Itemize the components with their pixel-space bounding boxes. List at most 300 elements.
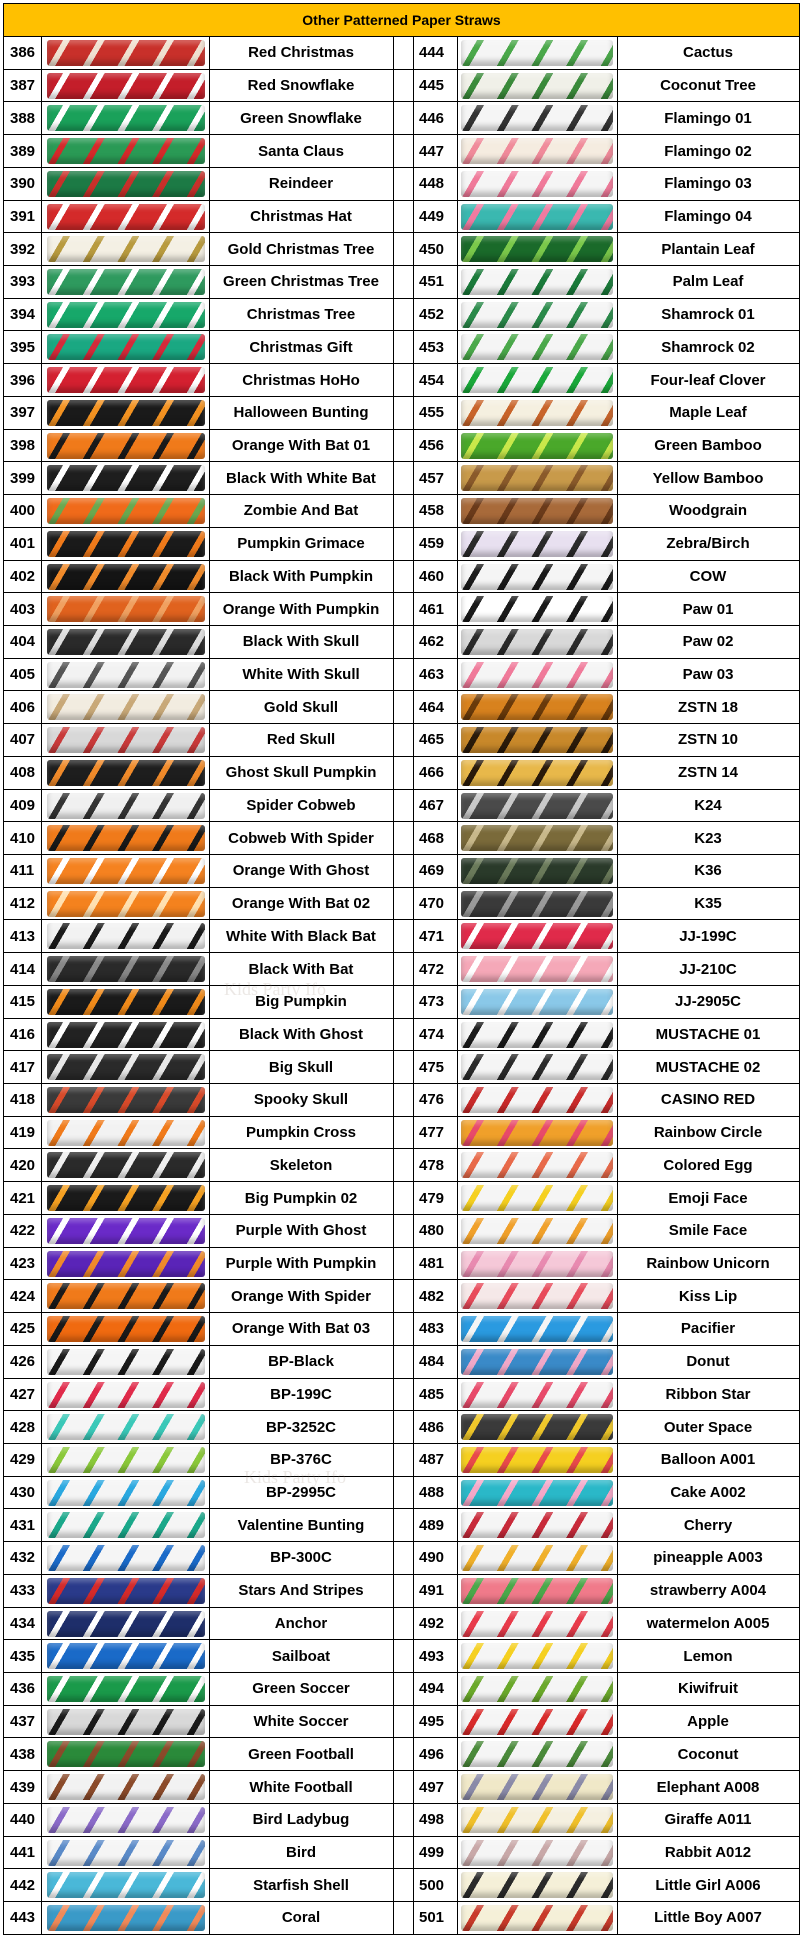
- straw-pattern-swatch: [47, 465, 205, 491]
- item-number: 408: [10, 764, 36, 782]
- straw-pattern-swatch: [47, 1480, 205, 1506]
- item-number: 397: [10, 404, 36, 422]
- item-number: 418: [10, 1091, 36, 1109]
- straw-pattern-swatch: [47, 1414, 205, 1440]
- table-row: [4, 430, 799, 463]
- straw-pattern-swatch: [461, 694, 613, 720]
- item-number: 486: [419, 1418, 445, 1436]
- item-number: 406: [10, 698, 36, 716]
- pattern-name: Christmas Tree: [246, 306, 356, 324]
- pattern-name: K24: [694, 796, 722, 814]
- item-number: 400: [10, 502, 36, 520]
- pattern-name: Red Christmas: [248, 44, 354, 62]
- pattern-name: Orange With Ghost: [232, 862, 370, 880]
- item-number: 396: [10, 371, 36, 389]
- pattern-name: Colored Egg: [663, 1156, 753, 1174]
- table-row: [4, 201, 799, 234]
- item-number: 452: [419, 306, 445, 324]
- table-row: [4, 331, 799, 364]
- straw-pattern-swatch: [461, 1872, 613, 1898]
- pattern-name: Yellow Bamboo: [652, 469, 764, 487]
- pattern-name: White Soccer: [253, 1713, 349, 1731]
- pattern-name: Black With Pumpkin: [228, 567, 374, 585]
- pattern-name: Black With Ghost: [238, 1025, 364, 1043]
- table-row: [4, 168, 799, 201]
- straw-pattern-swatch: [461, 1643, 613, 1669]
- pattern-name: Rainbow Circle: [653, 1124, 763, 1142]
- table-row: [4, 1738, 799, 1771]
- straw-pattern-swatch: [461, 334, 613, 360]
- straw-pattern-swatch: [461, 1545, 613, 1571]
- pattern-name: Skeleton: [269, 1156, 333, 1174]
- pattern-name: ZSTN 14: [677, 764, 738, 782]
- pattern-name: ZSTN 10: [677, 731, 738, 749]
- item-number: 436: [10, 1680, 36, 1698]
- item-number: 497: [419, 1778, 445, 1796]
- straw-pattern-swatch: [47, 1087, 205, 1113]
- item-number: 465: [419, 731, 445, 749]
- pattern-name: Gold Skull: [263, 698, 339, 716]
- straw-pattern-swatch: [47, 1349, 205, 1375]
- table-row: [4, 691, 799, 724]
- item-number: 485: [419, 1385, 445, 1403]
- item-number: 468: [419, 829, 445, 847]
- straw-pattern-swatch: [47, 596, 205, 622]
- item-number: 457: [419, 469, 445, 487]
- item-number: 393: [10, 273, 36, 291]
- pattern-name: BP-Black: [268, 1353, 334, 1371]
- item-number: 482: [419, 1287, 445, 1305]
- straw-pattern-swatch: [461, 1087, 613, 1113]
- item-number: 496: [419, 1745, 445, 1763]
- divider: [413, 37, 414, 1934]
- pattern-name: Anchor: [274, 1614, 328, 1632]
- table-row: [4, 1771, 799, 1804]
- straw-pattern-swatch: [47, 1807, 205, 1833]
- pattern-name: Bird Ladybug: [252, 1811, 350, 1829]
- item-number: 456: [419, 436, 445, 454]
- table-row: [4, 888, 799, 921]
- watermark: Kids Party Ifo: [224, 979, 326, 999]
- pattern-name: White With Skull: [242, 666, 360, 684]
- straw-pattern-swatch: [47, 138, 205, 164]
- straw-pattern-swatch: [461, 236, 613, 262]
- item-number: 437: [10, 1713, 36, 1731]
- pattern-name: Black With Skull: [242, 633, 360, 651]
- divider: [393, 37, 394, 1934]
- straw-pattern-swatch: [47, 1741, 205, 1767]
- pattern-name: Spooky Skull: [253, 1091, 349, 1109]
- pattern-name: BP-300C: [270, 1549, 332, 1567]
- straw-pattern-swatch: [461, 269, 613, 295]
- straw-pattern-swatch: [47, 334, 205, 360]
- straw-pattern-swatch: [461, 662, 613, 688]
- item-number: 454: [419, 371, 445, 389]
- table-row: [4, 70, 799, 103]
- straw-pattern-swatch: [461, 727, 613, 753]
- item-number: 425: [10, 1320, 36, 1338]
- item-number: 448: [419, 175, 445, 193]
- straw-pattern-swatch: [47, 1643, 205, 1669]
- straw-pattern-swatch: [461, 1709, 613, 1735]
- pattern-name: Rabbit A012: [664, 1843, 752, 1861]
- pattern-name: BP-199C: [270, 1385, 332, 1403]
- item-number: 492: [419, 1614, 445, 1632]
- straw-pattern-swatch: [47, 727, 205, 753]
- straw-pattern-swatch: [461, 1774, 613, 1800]
- pattern-name: Elephant A008: [656, 1778, 760, 1796]
- table-row: [4, 528, 799, 561]
- item-number: 460: [419, 567, 445, 585]
- straw-pattern-swatch: [461, 1349, 613, 1375]
- pattern-name: BP-3252C: [265, 1418, 337, 1436]
- straw-pattern-swatch: [461, 1414, 613, 1440]
- pattern-name: Valentine Bunting: [237, 1516, 365, 1534]
- item-number: 432: [10, 1549, 36, 1567]
- item-number: 439: [10, 1778, 36, 1796]
- straw-pattern-swatch: [47, 1545, 205, 1571]
- straw-pattern-swatch: [461, 1447, 613, 1473]
- pattern-name: Flamingo 03: [664, 175, 752, 193]
- item-number: 433: [10, 1582, 36, 1600]
- item-number: 403: [10, 600, 36, 618]
- item-number: 455: [419, 404, 445, 422]
- table-row: [4, 1346, 799, 1379]
- item-number: 500: [419, 1876, 445, 1894]
- straw-pattern-swatch: [47, 1611, 205, 1637]
- item-number: 481: [419, 1254, 445, 1272]
- pattern-name: Kiwifruit: [678, 1680, 738, 1698]
- straw-pattern-swatch: [461, 1741, 613, 1767]
- table-row: [4, 1869, 799, 1902]
- item-number: 464: [419, 698, 445, 716]
- item-number: 449: [419, 207, 445, 225]
- straw-pattern-swatch: [47, 956, 205, 982]
- item-number: 386: [10, 44, 36, 62]
- item-number: 394: [10, 306, 36, 324]
- pattern-name: Coconut: [677, 1745, 739, 1763]
- item-number: 410: [10, 829, 36, 847]
- table-row: [4, 397, 799, 430]
- pattern-name: Green Bamboo: [654, 436, 762, 454]
- straw-pattern-swatch: [461, 1185, 613, 1211]
- table-row: [4, 1182, 799, 1215]
- item-number: 414: [10, 960, 36, 978]
- item-number: 484: [419, 1353, 445, 1371]
- straw-pattern-swatch: [461, 825, 613, 851]
- pattern-name: Stars And Stripes: [238, 1582, 364, 1600]
- pattern-name: Orange With Bat 03: [231, 1320, 371, 1338]
- pattern-name: Lemon: [683, 1647, 733, 1665]
- pattern-name: BP-2995C: [265, 1484, 337, 1502]
- table-row: [4, 1673, 799, 1706]
- pattern-name: MUSTACHE 01: [655, 1025, 761, 1043]
- product-table: [3, 3, 800, 1935]
- straw-pattern-swatch: [461, 1807, 613, 1833]
- watermark: Kids Party Ifo: [244, 1467, 346, 1487]
- table-row: [4, 659, 799, 692]
- item-number: 398: [10, 436, 36, 454]
- table-title: Other Patterned Paper Straws: [4, 4, 799, 37]
- item-number: 430: [10, 1484, 36, 1502]
- pattern-name: Orange With Bat 01: [231, 436, 371, 454]
- straw-pattern-swatch: [47, 1022, 205, 1048]
- pattern-name: Green Snowflake: [240, 109, 362, 127]
- pattern-name: Purple With Pumpkin: [225, 1254, 377, 1272]
- pattern-name: Coconut Tree: [660, 77, 756, 95]
- pattern-name: Balloon A001: [660, 1451, 756, 1469]
- table-row: [4, 1411, 799, 1444]
- item-number: 458: [419, 502, 445, 520]
- pattern-name: Big Skull: [268, 1058, 334, 1076]
- straw-pattern-swatch: [47, 629, 205, 655]
- straw-pattern-swatch: [461, 1283, 613, 1309]
- pattern-name: Paw 02: [682, 633, 734, 651]
- divider: [617, 37, 618, 1934]
- pattern-name: watermelon A005: [646, 1614, 770, 1632]
- table-row: [4, 102, 799, 135]
- pattern-name: Smile Face: [668, 1222, 748, 1240]
- pattern-name: Pacifier: [680, 1320, 736, 1338]
- pattern-name: Shamrock 02: [661, 338, 755, 356]
- table-row: [4, 855, 799, 888]
- table-row: [4, 1019, 799, 1052]
- pattern-name: Orange With Bat 02: [231, 895, 371, 913]
- straw-pattern-swatch: [47, 662, 205, 688]
- table-row: [4, 593, 799, 626]
- table-row: [4, 757, 799, 790]
- table-row: [4, 1837, 799, 1870]
- table-row: [4, 462, 799, 495]
- pattern-name: Plantain Leaf: [661, 240, 755, 258]
- item-number: 401: [10, 535, 36, 553]
- item-number: 489: [419, 1516, 445, 1534]
- pattern-name: Red Snowflake: [247, 77, 355, 95]
- item-number: 443: [10, 1909, 36, 1927]
- straw-pattern-swatch: [47, 73, 205, 99]
- straw-pattern-swatch: [461, 629, 613, 655]
- table-row: [4, 790, 799, 823]
- divider: [41, 37, 42, 1934]
- straw-pattern-swatch: [461, 1218, 613, 1244]
- table-row: [4, 1313, 799, 1346]
- straw-pattern-swatch: [47, 367, 205, 393]
- pattern-name: Big Pumpkin 02: [244, 1189, 358, 1207]
- item-number: 429: [10, 1451, 36, 1469]
- table-row: [4, 37, 799, 70]
- straw-pattern-swatch: [47, 1218, 205, 1244]
- table-row: [4, 1608, 799, 1641]
- item-number: 395: [10, 338, 36, 356]
- pattern-name: K35: [694, 895, 722, 913]
- straw-pattern-swatch: [461, 1316, 613, 1342]
- straw-pattern-swatch: [47, 825, 205, 851]
- straw-pattern-swatch: [461, 564, 613, 590]
- item-number: 404: [10, 633, 36, 651]
- pattern-name: Reindeer: [268, 175, 334, 193]
- item-number: 476: [419, 1091, 445, 1109]
- item-number: 469: [419, 862, 445, 880]
- pattern-name: Orange With Pumpkin: [222, 600, 380, 618]
- straw-pattern-swatch: [47, 891, 205, 917]
- item-number: 438: [10, 1745, 36, 1763]
- table-row: [4, 1477, 799, 1510]
- pattern-name: strawberry A004: [649, 1582, 767, 1600]
- table-row: [4, 1248, 799, 1281]
- straw-pattern-swatch: [47, 1872, 205, 1898]
- table-row: [4, 1542, 799, 1575]
- pattern-name: Black With Bat: [248, 960, 354, 978]
- pattern-name: Santa Claus: [258, 142, 344, 160]
- straw-pattern-swatch: [47, 1676, 205, 1702]
- item-number: 431: [10, 1516, 36, 1534]
- table-row: [4, 724, 799, 757]
- table-row: [4, 299, 799, 332]
- item-number: 501: [419, 1909, 445, 1927]
- item-number: 480: [419, 1222, 445, 1240]
- item-number: 447: [419, 142, 445, 160]
- item-number: 388: [10, 109, 36, 127]
- straw-pattern-swatch: [47, 1709, 205, 1735]
- item-number: 451: [419, 273, 445, 291]
- straw-pattern-swatch: [47, 564, 205, 590]
- item-number: 441: [10, 1843, 36, 1861]
- straw-pattern-swatch: [47, 989, 205, 1015]
- table-row: [4, 1117, 799, 1150]
- straw-pattern-swatch: [47, 1447, 205, 1473]
- straw-pattern-swatch: [47, 1152, 205, 1178]
- straw-pattern-swatch: [461, 891, 613, 917]
- item-number: 487: [419, 1451, 445, 1469]
- straw-pattern-swatch: [461, 760, 613, 786]
- pattern-name: Four-leaf Clover: [650, 371, 766, 389]
- straw-pattern-swatch: [461, 793, 613, 819]
- straw-pattern-swatch: [461, 1676, 613, 1702]
- item-number: 402: [10, 567, 36, 585]
- pattern-name: Starfish Shell: [253, 1876, 349, 1894]
- pattern-name: Apple: [687, 1713, 729, 1731]
- item-number: 407: [10, 731, 36, 749]
- straw-pattern-swatch: [47, 1185, 205, 1211]
- item-number: 461: [419, 600, 445, 618]
- straw-pattern-swatch: [47, 1382, 205, 1408]
- straw-pattern-swatch: [461, 1512, 613, 1538]
- straw-pattern-swatch: [461, 400, 613, 426]
- straw-pattern-swatch: [47, 1774, 205, 1800]
- straw-pattern-swatch: [461, 1840, 613, 1866]
- straw-pattern-swatch: [461, 531, 613, 557]
- item-number: 472: [419, 960, 445, 978]
- straw-pattern-swatch: [461, 989, 613, 1015]
- pattern-name: Ghost Skull Pumpkin: [225, 764, 377, 782]
- table-row: [4, 626, 799, 659]
- table-row: [4, 1149, 799, 1182]
- pattern-name: White With Black Bat: [226, 927, 376, 945]
- item-number: 493: [419, 1647, 445, 1665]
- straw-pattern-swatch: [47, 1512, 205, 1538]
- pattern-name: Christmas Hat: [250, 207, 352, 225]
- item-number: 446: [419, 109, 445, 127]
- item-number: 415: [10, 993, 36, 1011]
- straw-pattern-swatch: [461, 1611, 613, 1637]
- straw-pattern-swatch: [461, 138, 613, 164]
- item-number: 459: [419, 535, 445, 553]
- item-number: 440: [10, 1811, 36, 1829]
- table-row: [4, 920, 799, 953]
- straw-pattern-swatch: [47, 498, 205, 524]
- table-row: [4, 986, 799, 1019]
- straw-pattern-swatch: [461, 1152, 613, 1178]
- pattern-name: MUSTACHE 02: [655, 1058, 761, 1076]
- straw-pattern-swatch: [47, 1054, 205, 1080]
- item-number: 419: [10, 1124, 36, 1142]
- straw-pattern-swatch: [47, 1905, 205, 1931]
- straw-pattern-swatch: [461, 204, 613, 230]
- table-row: [4, 822, 799, 855]
- pattern-name: Green Soccer: [252, 1680, 350, 1698]
- item-number: 470: [419, 895, 445, 913]
- straw-pattern-swatch: [461, 433, 613, 459]
- straw-pattern-swatch: [47, 40, 205, 66]
- table-row: [4, 1379, 799, 1412]
- item-number: 391: [10, 207, 36, 225]
- item-number: 453: [419, 338, 445, 356]
- item-number: 424: [10, 1287, 36, 1305]
- straw-pattern-swatch: [47, 694, 205, 720]
- item-number: 445: [419, 77, 445, 95]
- table-row: [4, 1575, 799, 1608]
- table-row: [4, 1902, 799, 1935]
- table-row: [4, 561, 799, 594]
- table-row: [4, 1444, 799, 1477]
- item-number: 405: [10, 666, 36, 684]
- item-number: 417: [10, 1058, 36, 1076]
- item-number: 462: [419, 633, 445, 651]
- pattern-name: Kiss Lip: [678, 1287, 738, 1305]
- table-row: [4, 135, 799, 168]
- pattern-name: CASINO RED: [660, 1091, 756, 1109]
- straw-pattern-swatch: [461, 1120, 613, 1146]
- table-row: [4, 953, 799, 986]
- pattern-name: Woodgrain: [668, 502, 748, 520]
- item-number: 491: [419, 1582, 445, 1600]
- straw-pattern-swatch: [47, 400, 205, 426]
- pattern-name: Cherry: [683, 1516, 733, 1534]
- pattern-name: Gold Christmas Tree: [227, 240, 375, 258]
- straw-pattern-swatch: [47, 1120, 205, 1146]
- table-row: [4, 1640, 799, 1673]
- straw-pattern-swatch: [461, 923, 613, 949]
- pattern-name: JJ-210C: [679, 960, 737, 978]
- straw-pattern-swatch: [461, 1054, 613, 1080]
- pattern-name: Cobweb With Spider: [228, 829, 374, 847]
- straw-pattern-swatch: [47, 236, 205, 262]
- pattern-name: Coral: [281, 1909, 321, 1927]
- pattern-name: Christmas HoHo: [242, 371, 360, 389]
- straw-pattern-swatch: [47, 1283, 205, 1309]
- table-row: [4, 1804, 799, 1837]
- pattern-name: Green Football: [248, 1745, 354, 1763]
- table-row: [4, 1706, 799, 1739]
- pattern-name: Halloween Bunting: [233, 404, 369, 422]
- table-row: [4, 1509, 799, 1542]
- item-number: 488: [419, 1484, 445, 1502]
- pattern-name: White Football: [249, 1778, 353, 1796]
- straw-pattern-swatch: [47, 204, 205, 230]
- table-row: [4, 1051, 799, 1084]
- item-number: 434: [10, 1614, 36, 1632]
- item-number: 471: [419, 927, 445, 945]
